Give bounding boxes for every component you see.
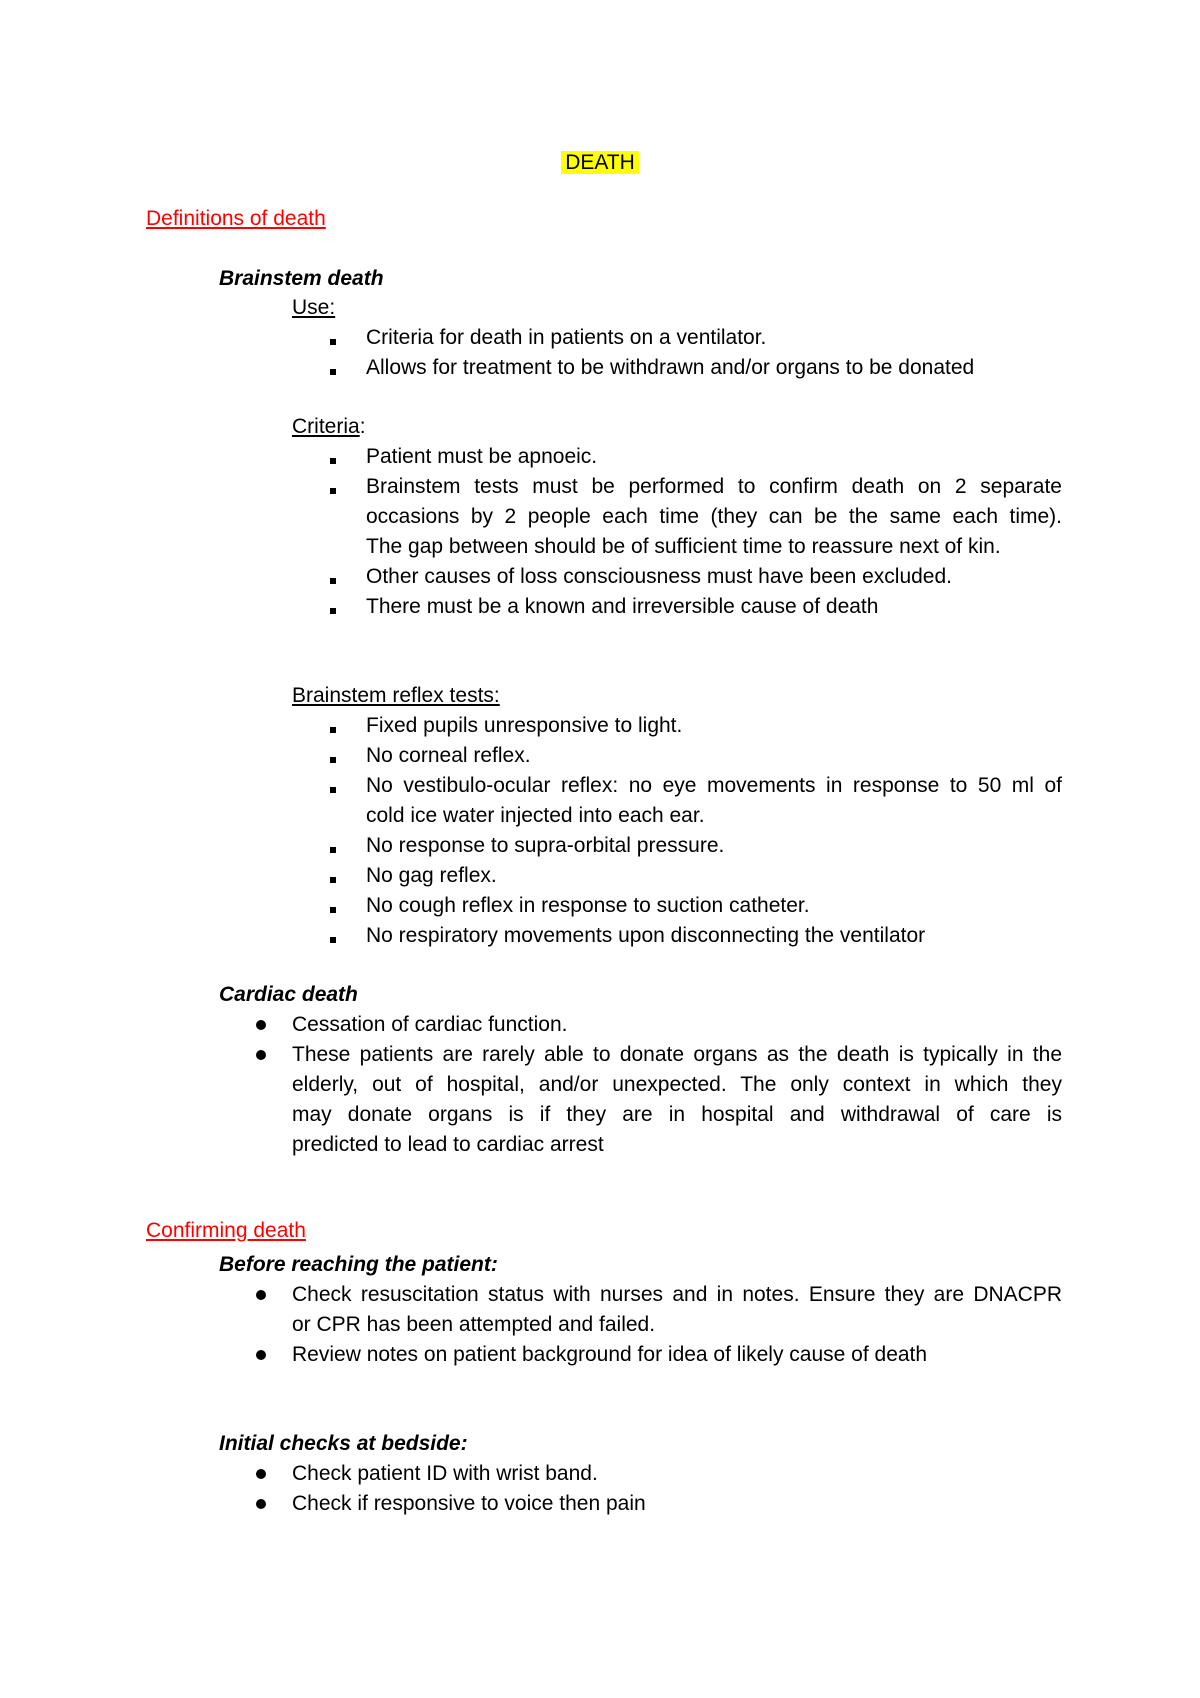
reflex-item: Fixed pupils unresponsive to light. bbox=[366, 714, 683, 737]
square-bullet-icon bbox=[330, 877, 336, 883]
before-item: Review notes on patient background for idea of likely cause of death bbox=[292, 1343, 928, 1366]
reflex-item-continuation: cold ice water injected into each ear. bbox=[366, 804, 705, 827]
round-bullet-icon bbox=[256, 1290, 266, 1300]
cardiac-item-continuation: elderly, out of hospital, and/or unexpected. The only context in which they bbox=[292, 1073, 1062, 1096]
round-bullet-icon bbox=[256, 1499, 266, 1509]
square-bullet-icon bbox=[330, 608, 336, 614]
reflex-item: No vestibulo-ocular reflex: no eye movements in response to 50 ml of bbox=[366, 774, 1062, 797]
criteria-label-text: Criteria bbox=[292, 415, 360, 438]
round-bullet-icon bbox=[256, 1469, 266, 1479]
reflex-item: No corneal reflex. bbox=[366, 744, 531, 767]
square-bullet-icon bbox=[330, 907, 336, 913]
reflex-item: No response to supra-orbital pressure. bbox=[366, 834, 725, 857]
square-bullet-icon bbox=[330, 488, 336, 494]
subheading-cardiac-death: Cardiac death bbox=[219, 983, 358, 1006]
criteria-item: Brainstem tests must be performed to confirm death on 2 separate bbox=[366, 475, 1062, 498]
cardiac-item-continuation: predicted to lead to cardiac arrest bbox=[292, 1133, 604, 1156]
subheading-initial-checks: Initial checks at bedside: bbox=[219, 1432, 468, 1455]
square-bullet-icon bbox=[330, 937, 336, 943]
criteria-item-continuation: occasions by 2 people each time (they can be the same each time). bbox=[366, 505, 1062, 528]
square-bullet-icon bbox=[330, 458, 336, 464]
criteria-item: Patient must be apnoeic. bbox=[366, 445, 598, 468]
square-bullet-icon bbox=[330, 578, 336, 584]
square-bullet-icon bbox=[330, 757, 336, 763]
cardiac-item: Cessation of cardiac function. bbox=[292, 1013, 568, 1036]
reflex-item: No cough reflex in response to suction catheter. bbox=[366, 894, 810, 917]
brainstem-reflex-tests-label: Brainstem reflex tests: bbox=[292, 684, 500, 707]
title-highlight: DEATH bbox=[561, 151, 639, 174]
round-bullet-icon bbox=[256, 1050, 266, 1060]
square-bullet-icon bbox=[330, 339, 336, 345]
before-item: Check resuscitation status with nurses and in notes. Ensure they are DNACPR bbox=[292, 1283, 1062, 1306]
cardiac-item: These patients are rarely able to donate organs as the death is typically in the bbox=[292, 1043, 1062, 1066]
criteria-item: There must be a known and irreversible cause of death bbox=[366, 595, 879, 618]
criteria-colon: : bbox=[359, 415, 366, 438]
square-bullet-icon bbox=[330, 847, 336, 853]
round-bullet-icon bbox=[256, 1020, 266, 1030]
round-bullet-icon bbox=[256, 1350, 266, 1360]
subheading-brainstem-death: Brainstem death bbox=[219, 267, 384, 290]
square-bullet-icon bbox=[330, 727, 336, 733]
square-bullet-icon bbox=[330, 369, 336, 375]
reflex-item: No gag reflex. bbox=[366, 864, 497, 887]
criteria-item: Other causes of loss consciousness must have been excluded. bbox=[366, 565, 952, 588]
initial-item: Check if responsive to voice then pain bbox=[292, 1492, 646, 1515]
initial-item: Check patient ID with wrist band. bbox=[292, 1462, 598, 1485]
cardiac-item-continuation: may donate organs is if they are in hospital and withdrawal of care is bbox=[292, 1103, 1062, 1126]
use-item: Criteria for death in patients on a ventilator. bbox=[366, 326, 767, 349]
section-heading-definitions: Definitions of death bbox=[146, 207, 326, 230]
reflex-item: No respiratory movements upon disconnecting the ventilator bbox=[366, 924, 926, 947]
square-bullet-icon bbox=[330, 787, 336, 793]
criteria-item-continuation: The gap between should be of sufficient time to reassure next of kin. bbox=[366, 535, 1001, 558]
section-heading-confirming: Confirming death bbox=[146, 1219, 306, 1242]
before-item-continuation: or CPR has been attempted and failed. bbox=[292, 1313, 656, 1336]
criteria-label bbox=[292, 414, 366, 440]
use-item: Allows for treatment to be withdrawn and/or organs to be donated bbox=[366, 356, 975, 379]
use-label: Use: bbox=[292, 296, 336, 319]
subheading-before-reaching: Before reaching the patient: bbox=[219, 1253, 498, 1276]
page-title bbox=[0, 150, 1200, 176]
